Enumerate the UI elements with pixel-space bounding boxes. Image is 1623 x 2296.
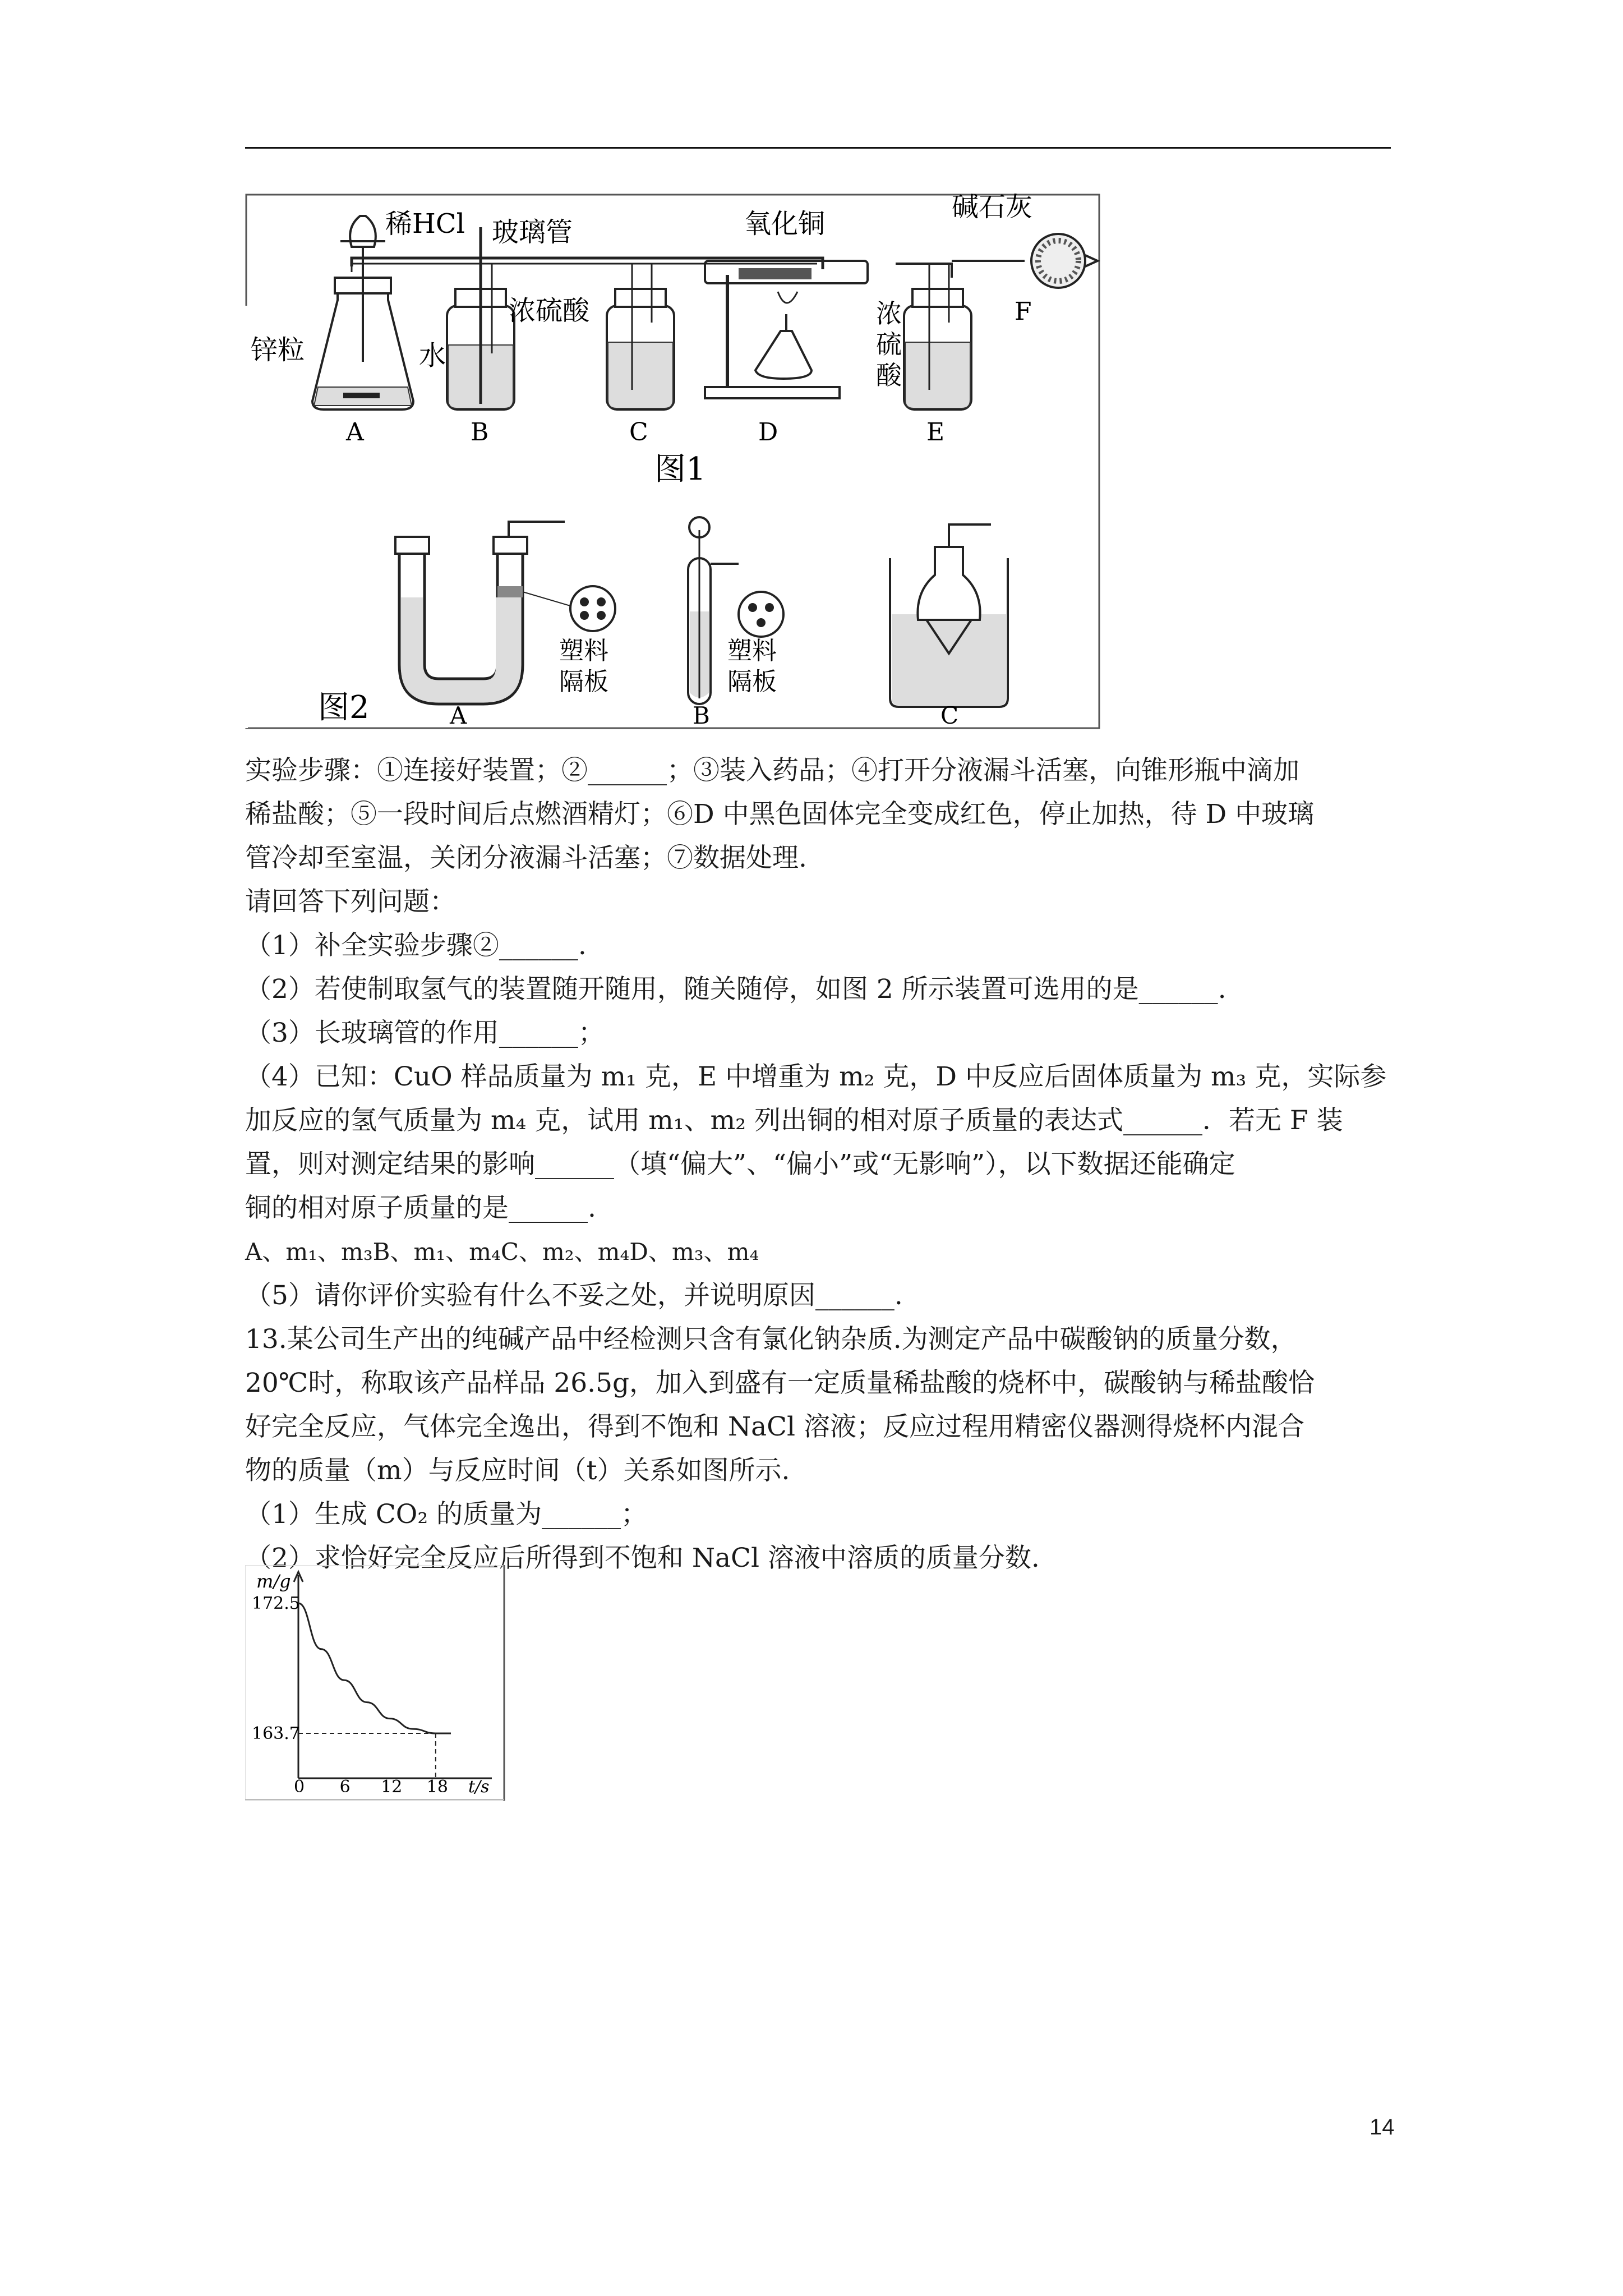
label-conc-acid-c: 浓硫酸 <box>509 295 590 326</box>
label-soda-lime: 碱石灰 <box>952 194 1033 223</box>
problem13-line-3: 好完全反应，气体完全逸出，得到不饱和 NaCl 溶液；反应过程用精密仪器测得烧杯内混合 <box>245 1411 1305 1442</box>
label-copper-oxide: 氧化铜 <box>744 208 826 240</box>
questions-intro: 请回答下列问题： <box>245 886 456 917</box>
y-axis-label: m/g <box>256 1571 291 1592</box>
body-text <box>245 749 1391 1580</box>
figure2-beaker <box>890 524 1008 707</box>
problem13-line-2: 20℃时，称取该产品样品 26.5g，加入到盛有一定质量稀盐酸的烧杯中，碳酸钠与稀盐酸恰 <box>245 1368 1315 1398</box>
label-e: E <box>926 418 945 447</box>
question-3: （3）长玻璃管的作用______； <box>245 1018 605 1048</box>
label-conc-acid-e-2: 硫 <box>876 329 902 360</box>
label-zinc: 锌粒 <box>251 334 305 366</box>
plate-label-b-1: 塑料 <box>727 637 777 665</box>
steps-line-1: 实验步骤：①连接好装置；②______；③装入药品；④打开分液漏斗活塞，向锥形瓶中滴加 <box>245 755 1299 786</box>
question-4-line-1: （4）已知：CuO 样品质量为 m₁ 克，E 中增重为 m₂ 克，D 中反应后固体质量为 m₃ 克，实际参 <box>245 1061 1387 1092</box>
question-2: （2）若使制取氢气的装置随开随用，随关随停，如图 2 所示装置可选用的是______. <box>245 974 1227 1005</box>
plate-label-a-2: 隔板 <box>559 668 608 696</box>
x-tick-12: 12 <box>381 1777 403 1797</box>
label-hcl: 稀HCl <box>385 208 465 240</box>
question-1: （1）补全实验步骤②______. <box>245 930 587 961</box>
question-5: （5）请你评价实验有什么不妥之处，并说明原因______. <box>245 1280 903 1311</box>
x-tick-6: 6 <box>339 1777 351 1797</box>
question-4-line-3: 置，则对测定结果的影响______（填“偏大”、“偏小”或“无影响”），以下数据还能确定 <box>245 1149 1235 1180</box>
label-f: F <box>1015 297 1032 326</box>
mass-curve <box>298 1603 451 1733</box>
fig2-label-c: C <box>940 702 959 729</box>
label-a: A <box>346 418 364 447</box>
bottle-c <box>607 264 674 409</box>
question-4-line-4: 铜的相对原子质量的是______. <box>245 1193 596 1223</box>
header-rule <box>245 147 1391 149</box>
figure1-caption: 图1 <box>654 451 706 487</box>
page-number: 14 <box>1370 2115 1395 2139</box>
flask-a <box>312 216 413 409</box>
x-tick-18: 18 <box>426 1777 448 1797</box>
figure2-caption: 图2 <box>318 689 370 726</box>
problem13-sub-1: （1）生成 CO₂ 的质量为______； <box>245 1499 648 1530</box>
alcohol-lamp <box>755 331 811 379</box>
fig2-label-b: B <box>693 702 710 729</box>
y-tick-lower: 163.7 <box>252 1724 300 1743</box>
heating-tube-d <box>705 261 868 398</box>
apparatus-figure <box>245 194 1100 729</box>
mass-time-chart <box>245 1565 509 1801</box>
label-conc-acid-e-3: 酸 <box>876 360 902 390</box>
bottle-e <box>904 264 971 409</box>
label-water: 水 <box>419 340 446 371</box>
x-axis-label: t/s <box>468 1777 490 1797</box>
label-c: C <box>629 418 648 447</box>
drying-tube-f <box>1031 234 1098 288</box>
question-4-options: A、m₁、m₃B、m₁、m₄C、m₂、m₄D、m₃、m₄ <box>245 1238 759 1266</box>
x-tick-0: 0 <box>294 1777 305 1797</box>
label-conc-acid-e-1: 浓 <box>876 298 902 329</box>
bottle-b <box>447 227 514 409</box>
y-tick-upper: 172.5 <box>252 1594 300 1613</box>
label-b: B <box>471 418 489 447</box>
steps-line-3: 管冷却至室温，关闭分液漏斗活塞；⑦数据处理. <box>245 843 807 873</box>
steps-line-2: 稀盐酸；⑤一段时间后点燃酒精灯；⑥D 中黑色固体完全变成红色，停止加热，待 D 中玻璃 <box>245 799 1315 830</box>
plate-label-b-2: 隔板 <box>727 668 777 696</box>
fig2-label-a: A <box>450 702 467 729</box>
label-glass-tube: 玻璃管 <box>492 217 573 248</box>
label-d: D <box>758 418 778 447</box>
problem13-line-1: 13.某公司生产出的纯碱产品中经检测只含有氯化钠杂质.为测定产品中碳酸钠的质量分数， <box>245 1324 1297 1355</box>
question-4-line-2: 加反应的氢气质量为 m₄ 克，试用 m₁、m₂ 列出铜的相对原子质量的表达式______．若无 F 装 <box>245 1105 1343 1136</box>
problem13-sub-2: （2）求恰好完全反应后所得到不饱和 NaCl 溶液中溶质的质量分数. <box>245 1543 1040 1573</box>
problem13-line-4: 物的质量（m）与反应时间（t）关系如图所示. <box>245 1455 790 1486</box>
plate-label-a-1: 塑料 <box>559 637 608 665</box>
